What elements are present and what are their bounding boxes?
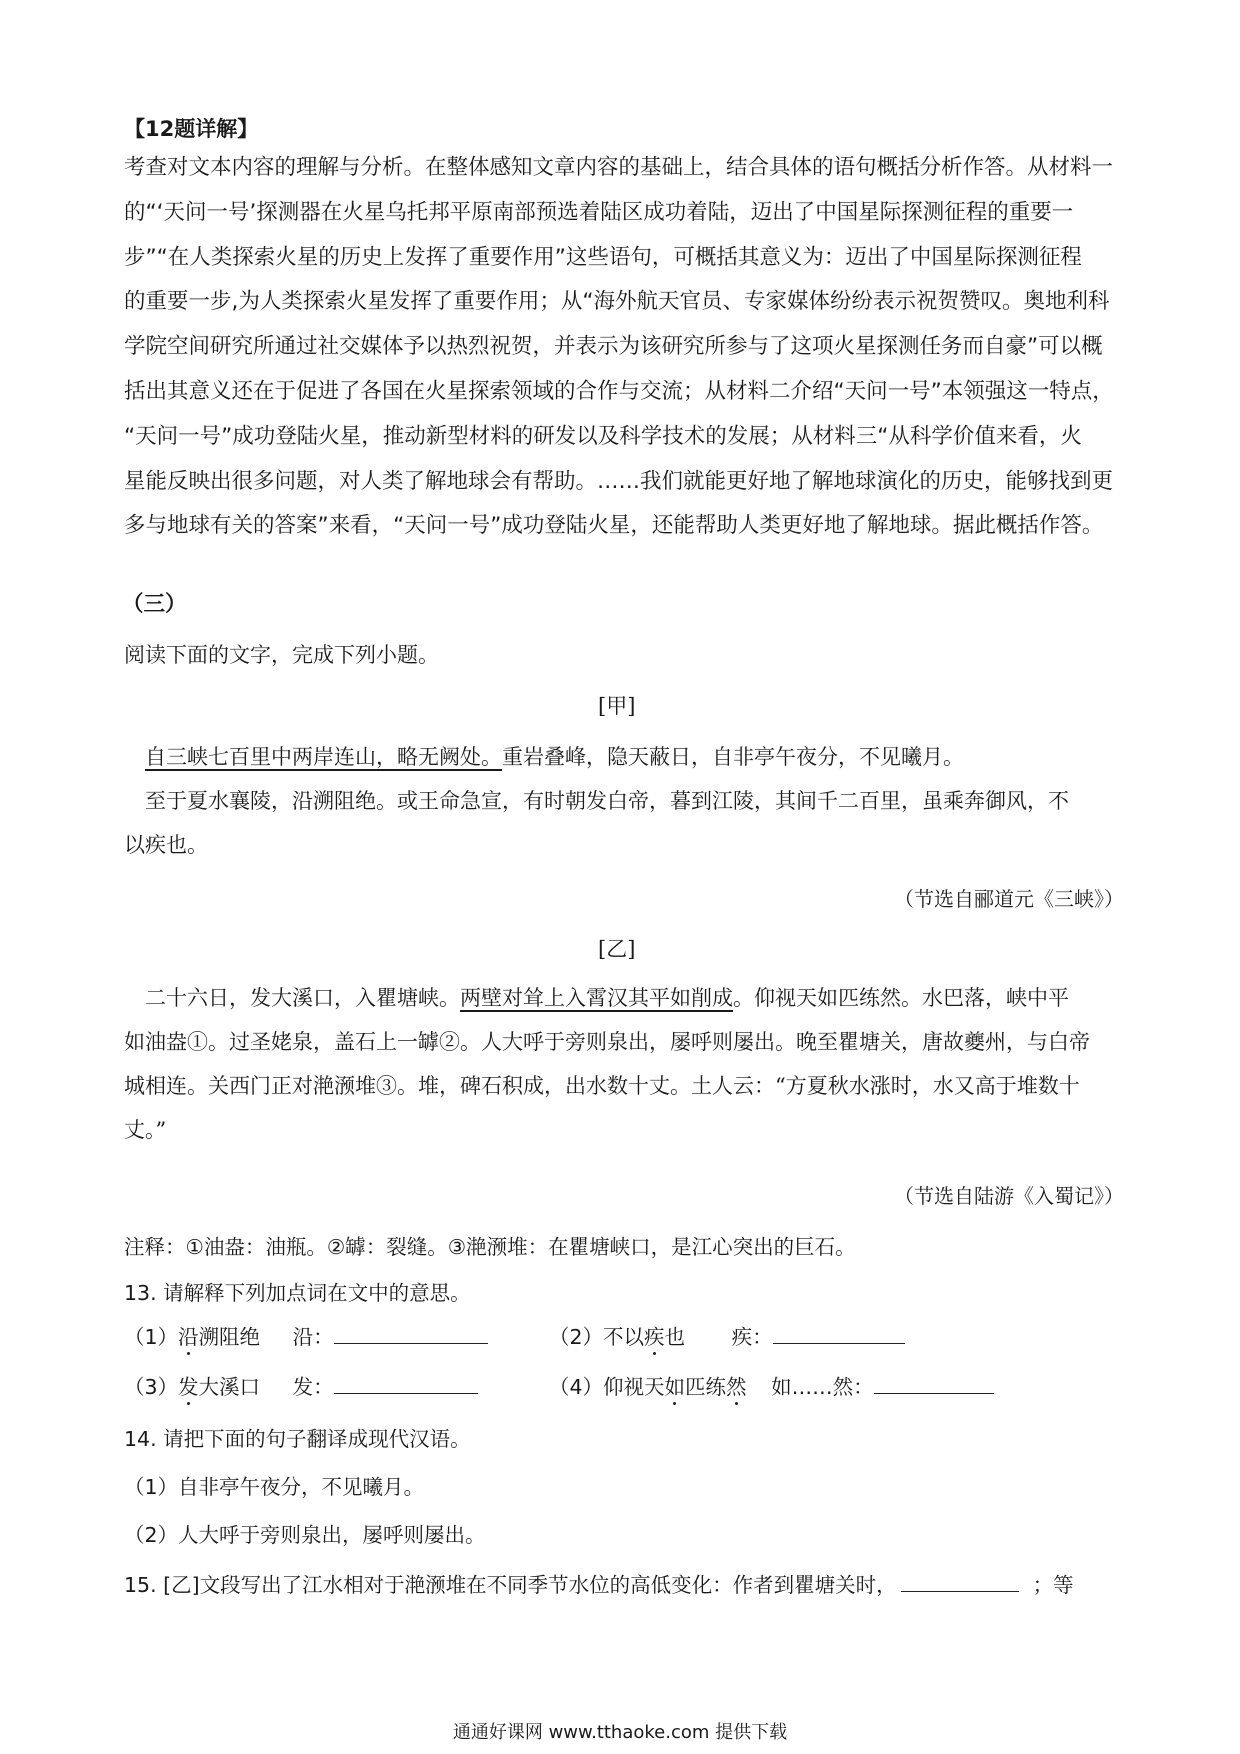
q14-item-1: （1）自非亭午夜分，不见曦月。 [124, 1475, 425, 1499]
passage-yi-label: [乙] [598, 937, 636, 961]
item-number: （3） [124, 1375, 179, 1399]
answer-blank[interactable] [334, 1373, 478, 1394]
passage-yi-source: （节选自陆游《入蜀记》） [894, 1184, 1124, 1208]
text-line: 星能反映出很多问题，对人类了解地球会有帮助。……我们就能更好地了解地球演化的历史，能够找到更 [124, 468, 1114, 494]
question-12-heading: 【12题详解】 [124, 117, 259, 141]
text-line: 以疾也。 [124, 833, 208, 857]
annotations: 注释：①油盎：油瓶。②罅：裂缝。③滟滪堆：在瞿塘峡口，是江心突出的巨石。 [124, 1235, 856, 1259]
dotted-word: 疾 [644, 1325, 665, 1349]
text-segment: 至于夏水襄陵，沿溯阻绝。或王命急宣，有时朝发白帝，暮到江陵，其间千二百里，虽乘奔御风，不 [145, 789, 1069, 813]
section-three-heading: （三） [122, 592, 187, 617]
dotted-word: 发 [178, 1375, 199, 1399]
text-segment: 不以 [603, 1325, 645, 1349]
question-12-explanation [124, 146, 1134, 549]
text-line: 考查对文本内容的理解与分析。在整体感知文章内容的基础上，结合具体的语句概括分析作答。从材料一 [124, 155, 1114, 180]
footer-credit: 通通好课网 www.tthaoke.com 提供下载 [452, 1722, 788, 1743]
text-segment: 也 [664, 1325, 686, 1349]
text-segment: 二十六日，发大溪口，入瞿塘峡。 [145, 986, 460, 1010]
q13-item-3 [124, 1370, 478, 1400]
passage-jia-source: （节选自郦道元《三峡》） [894, 887, 1124, 911]
text-line: 多与地球有关的答案”来看，“天问一号”成功登陆火星，还能帮助人类更好地了解地球。据此概括作答。 [124, 513, 1104, 539]
text-line: “天问一号”成功登陆火星，推动新型材料的研发以及科学技术的发展；从材料三“从科学价值来看，火 [124, 423, 1082, 449]
text-line [124, 976, 1134, 1020]
passage-jia-label: [甲] [598, 694, 636, 718]
text-segment: 大溪口 [198, 1375, 261, 1399]
underlined-sentence: 两壁对耸上入霄汉其平如削成 [460, 986, 733, 1010]
dotted-word: 然 [726, 1375, 747, 1399]
text-segment: 溯阻绝 [198, 1325, 261, 1349]
answer-prompt: 沿： [292, 1325, 334, 1349]
answer-blank[interactable] [334, 1323, 488, 1344]
text-segment: 15. [乙]文段写出了江水相对于滟滪堆在不同季节水位的高低变化：作者到瞿塘关时， [124, 1573, 897, 1597]
answer-prompt: 如……然： [771, 1375, 874, 1399]
answer-prompt: 疾： [731, 1325, 773, 1349]
text-segment: 重岩叠峰，隐天蔽日，自非亭午夜分，不见曦月。 [502, 745, 964, 769]
text-line: 学院空间研究所通过社交媒体予以热烈祝贺，并表示为该研究所参与了这项火星探测任务而自豪”可以概 [124, 334, 1103, 360]
reading-instruction: 阅读下面的文字，完成下列小题。 [124, 643, 439, 667]
text-segment: ；等 [1032, 1573, 1074, 1597]
text-line: 如油盎①。过圣姥泉，盖石上一罅②。人大呼于旁则泉出，屡呼则屡出。晚至瞿塘关，唐故夔州，与白帝 [124, 1030, 1090, 1054]
text-line: 步”“在人类探索火星的历史上发挥了重要作用”这些语句，可概括其意义为：迈出了中国星际探测征程 [124, 244, 1082, 270]
dotted-word: 沿 [178, 1325, 199, 1349]
item-number: （1） [124, 1325, 179, 1349]
text-line: 城相连。关西门正对滟滪堆③。堆，碑石积成，出水数十丈。土人云：“方夏秋水涨时，水又高于堆数十 [124, 1074, 1080, 1098]
question-14-stem: 14. 请把下面的句子翻译成现代汉语。 [124, 1427, 471, 1451]
question-15-stem [124, 1568, 1074, 1598]
text-segment: 仰视天 [603, 1375, 665, 1399]
text-line: 丈。” [124, 1118, 167, 1142]
text-line [124, 779, 1134, 823]
passage-jia [124, 735, 1134, 867]
text-segment: 。仰视天如匹练然。水巴落，峡中平 [733, 986, 1069, 1010]
text-line: 的重要一步,为人类探索火星发挥了重要作用；从“海外航天官员、专家媒体纷纷表示祝贺赞叹。奥地利科 [124, 289, 1110, 315]
q14-item-2: （2）人大呼于旁则泉出，屡呼则屡出。 [124, 1523, 486, 1547]
item-number: （2） [549, 1325, 604, 1349]
answer-prompt: 发： [292, 1375, 334, 1399]
text-segment: 匹练 [685, 1375, 727, 1399]
passage-yi [124, 976, 1134, 1152]
text-line: 的“‘天问一号’探测器在火星乌托邦平原南部预选着陆区成功着陆，迈出了中国星际探测征程的重要一 [124, 199, 1074, 225]
q13-item-2 [549, 1320, 905, 1350]
q13-item-4 [549, 1370, 994, 1400]
q13-item-1 [124, 1320, 488, 1350]
item-number: （4） [549, 1375, 604, 1399]
question-13-stem: 13. 请解释下列加点词在文中的意思。 [124, 1281, 471, 1305]
answer-blank[interactable] [874, 1373, 994, 1394]
dotted-word: 如 [664, 1375, 686, 1399]
underlined-sentence: 自三峡七百里中两岸连山，略无阙处。 [145, 745, 502, 769]
text-line [124, 735, 1134, 779]
text-line: 括出其意义还在于促进了各国在火星探索领域的合作与交流；从材料二介绍“天问一号”本领强这一特点， [124, 378, 1114, 404]
answer-blank[interactable] [773, 1323, 905, 1344]
answer-blank[interactable] [901, 1571, 1019, 1592]
